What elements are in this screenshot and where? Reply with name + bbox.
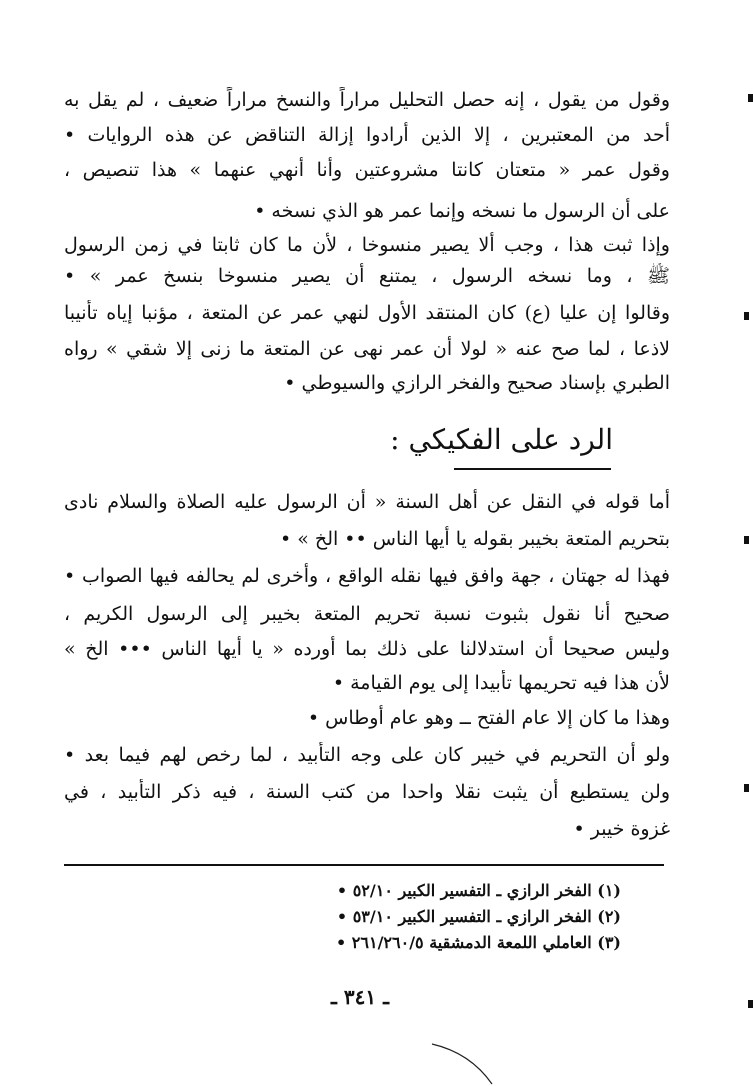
body-line: أما قوله في النقل عن أهل السنة « أن الرسول عليه الصلاة والسلام نادى	[64, 491, 670, 513]
body-line: أحد من المعتبرين ، إلا الذين أرادوا إزالة التناقض عن هذه الروايات •	[64, 124, 670, 146]
body-line: الطبري بإسناد صحيح والفخر الرازي والسيوطي •	[284, 372, 670, 394]
page-edge-mark	[748, 1000, 753, 1008]
body-line: وليس صحيحا أن استدلالنا على ذلك بما أورده « يا أيها الناس ••• الخ »	[64, 638, 670, 660]
body-line: صحيح أنا نقول بثبوت نسبة تحريم المتعة بخيبر إلى الرسول الكريم ،	[64, 603, 670, 625]
body-line: وقول من يقول ، إنه حصل التحليل مراراً والنسخ مراراً ضعيف ، لم يقل به	[64, 89, 670, 111]
body-line: ولو أن التحريم في خيبر كان على وجه التأبيد ، لما رخص لهم فيما بعد •	[64, 744, 670, 766]
page-edge-mark	[744, 536, 749, 544]
scan-corner-curve	[430, 1040, 500, 1086]
footnote-divider	[64, 864, 664, 866]
body-line: على أن الرسول ما نسخه وإنما عمر هو الذي نسخه •	[254, 200, 670, 222]
body-line: وقول عمر « متعتان كانتا مشروعتين وأنا أنهي عنهما » هذا تنصيص ،	[64, 159, 670, 181]
heading-underline	[454, 468, 611, 470]
body-line: فهذا له جهتان ، جهة وافق فيها نقله الواقع ، وأخرى لم يحالفه فيها الصواب •	[64, 565, 670, 587]
body-line: لأن هذا فيه تحريمها تأبيدا إلى يوم القيامة •	[332, 672, 670, 694]
body-line: وإذا ثبت هذا ، وجب ألا يصير منسوخا ، لأن ما كان ثابتا في زمن الرسول	[64, 234, 670, 256]
body-line: وقالوا إن عليا (ع) كان المنتقد الأول لنهي عمر عن المتعة ، مؤنبا إياه تأنيبا	[64, 302, 670, 324]
footnote: (٢) الفخر الرازي ـ التفسير الكبير ٥٣/١٠ •	[336, 907, 621, 926]
page-edge-mark	[748, 94, 753, 102]
footnote: (٣) العاملي اللمعة الدمشقية ٢٦١/٢٦٠/٥ •	[335, 933, 621, 952]
body-line: ﷺ ، وما نسخه الرسول ، يمتنع أن يصير منسوخا بنسخ عمر » •	[64, 265, 670, 287]
body-line: وهذا ما كان إلا عام الفتح ــ وهو عام أوطاس •	[307, 707, 670, 729]
section-heading: الرد على الفكيكي :	[390, 423, 613, 456]
body-line: بتحريم المتعة بخيبر بقوله يا أيها الناس •• الخ » •	[280, 528, 670, 550]
body-line: غزوة خيبر •	[573, 818, 670, 840]
page-number: ـ ٣٤١ ـ	[331, 985, 389, 1009]
footnote: (١) الفخر الرازي ـ التفسير الكبير ٥٢/١٠ •	[336, 881, 621, 900]
body-line: لاذعا ، لما صح عنه « لولا أن عمر نهى عن المتعة ما زنى إلا شقي » رواه	[64, 338, 670, 360]
page-edge-mark	[744, 312, 749, 320]
page-edge-mark	[744, 784, 749, 792]
body-line: ولن يستطيع أن يثبت نقلا واحدا من كتب السنة ، فيه ذكر التأبيد ، في	[64, 781, 670, 803]
